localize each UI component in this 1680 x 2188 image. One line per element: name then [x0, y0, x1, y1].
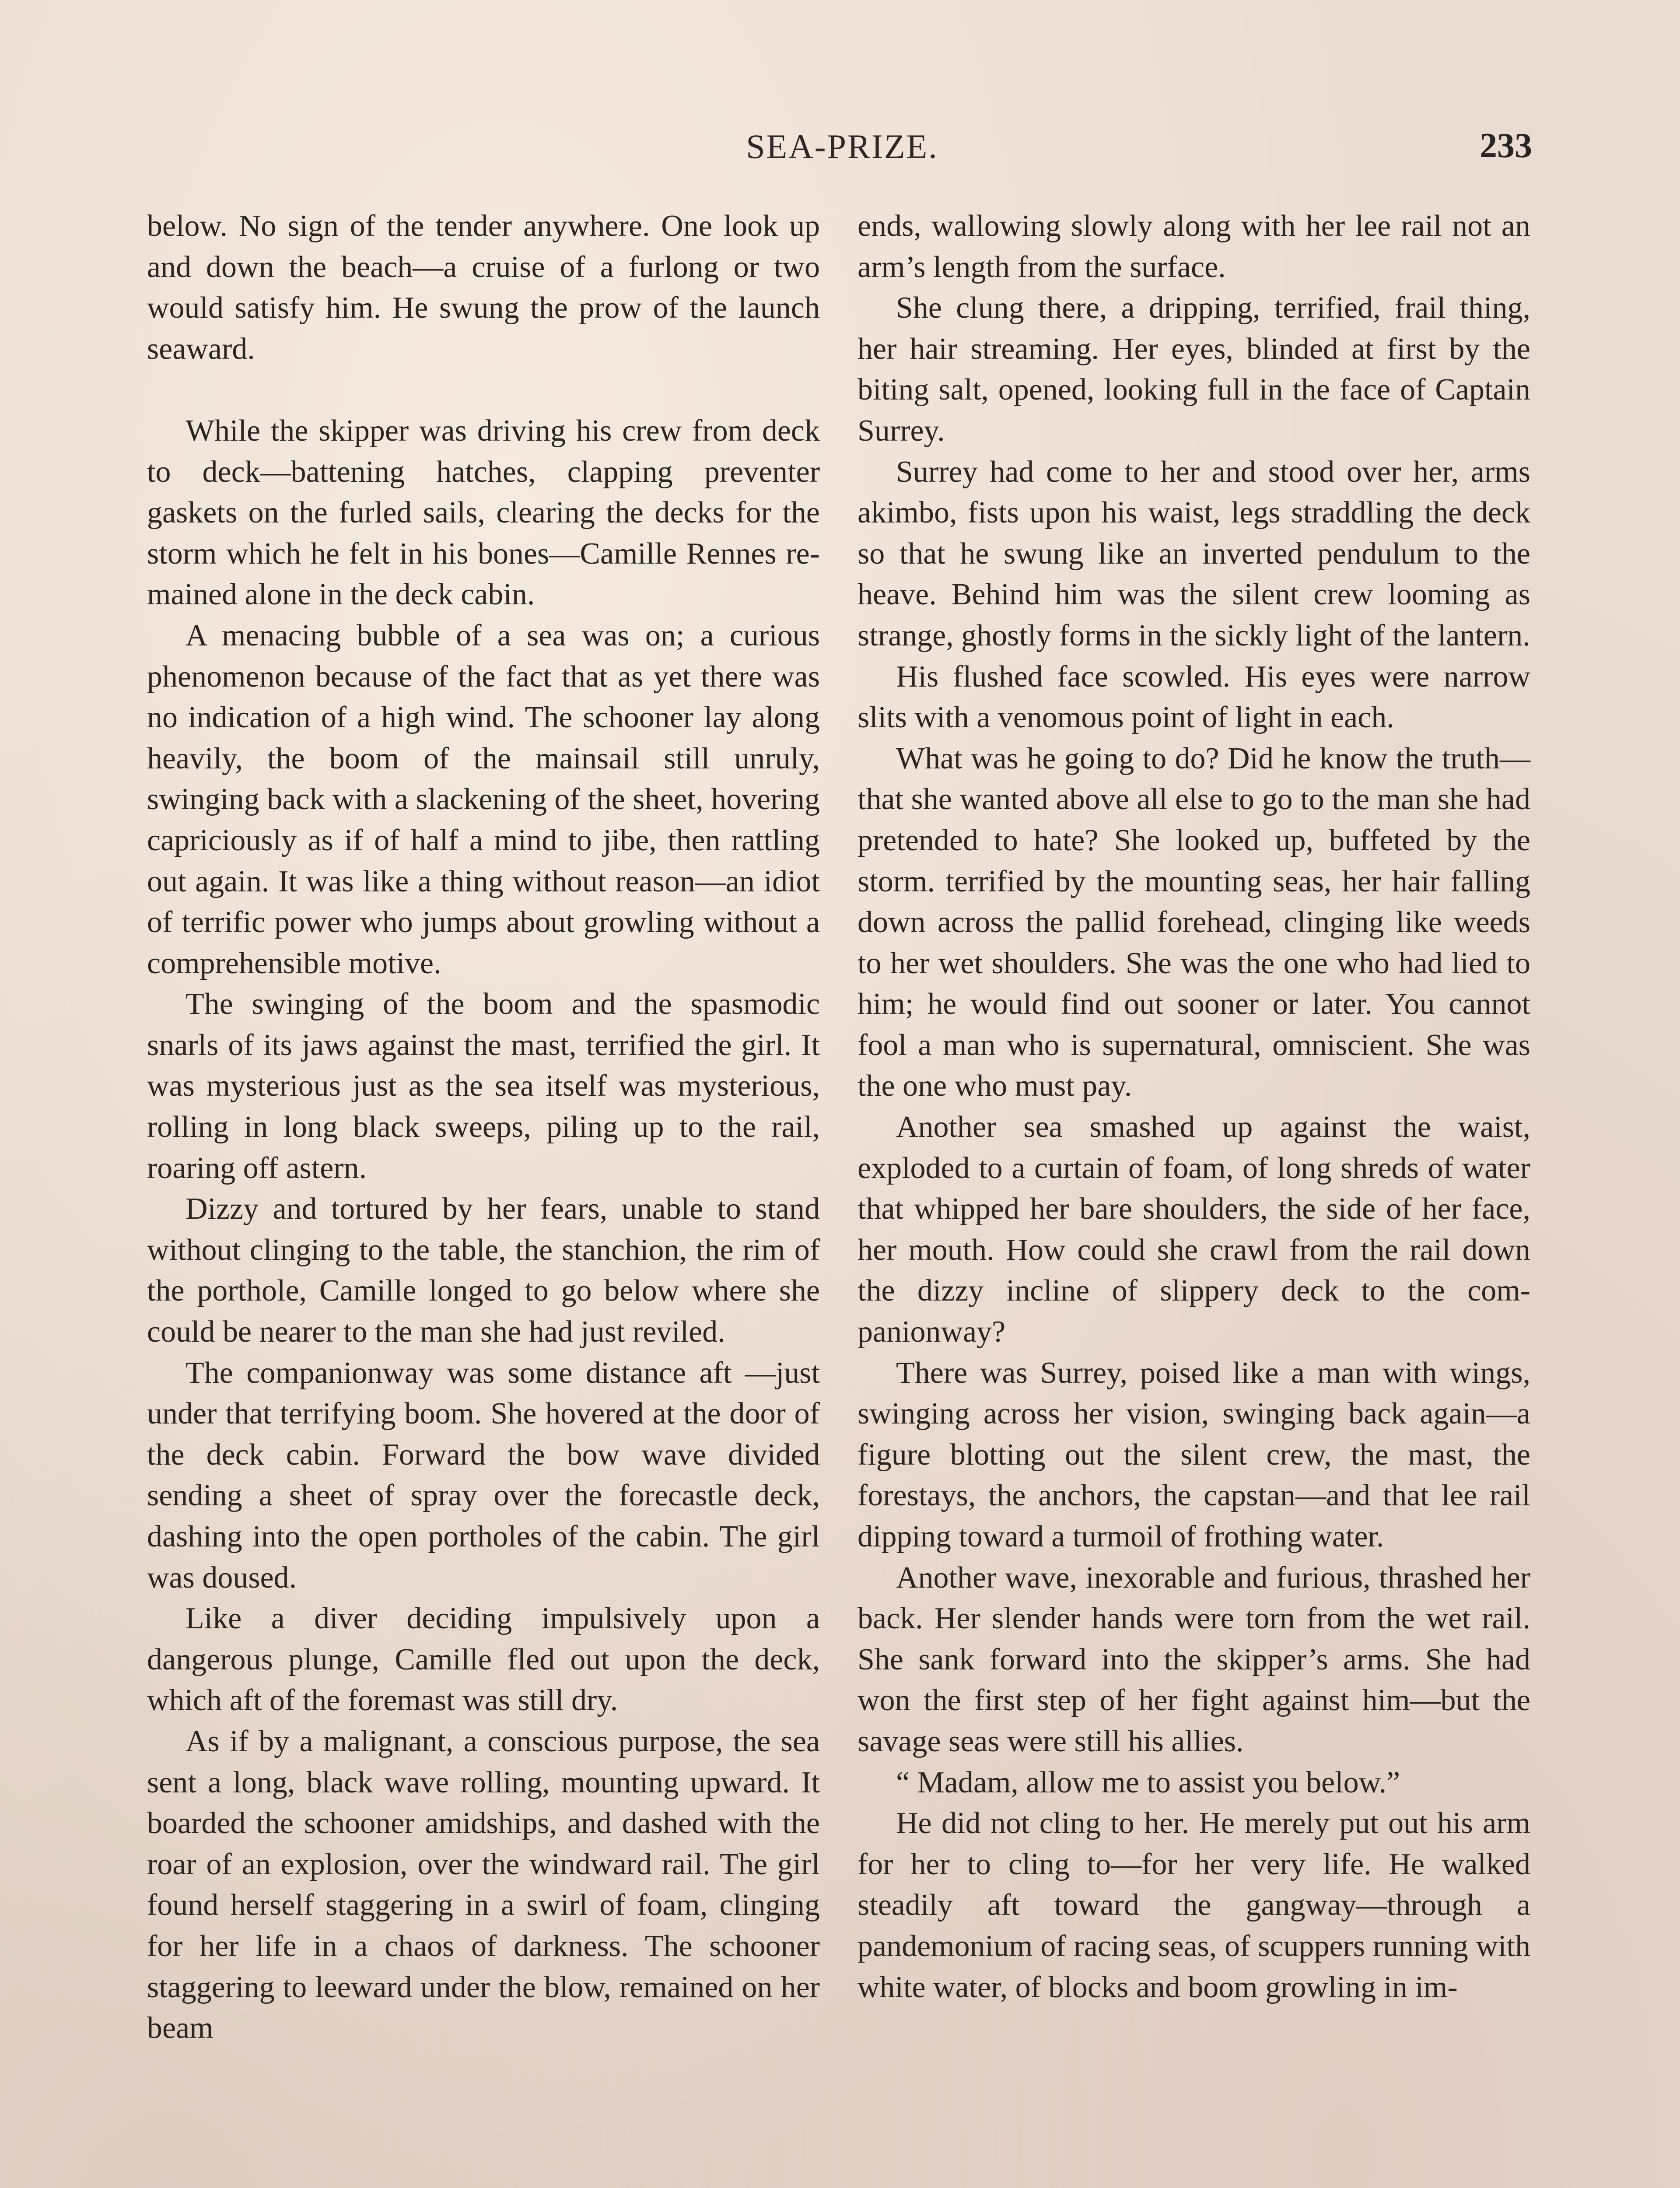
paragraph: The swinging of the boom and the spasmodic snarls of its jaws against the mast, terrified the girl. It was mysterious just as the sea itself was mysterious, rolling in long black sweeps, piling up to the rail, roaring off astern.: [147, 987, 820, 1185]
paragraph: She clung there, a dripping, terrified, frail thing, her hair streaming. Her eyes, blinded at first by the biting salt, opened, looking full in the face of Captain Surrey.: [858, 291, 1530, 448]
paragraph: His flushed face scowled. His eyes were narrow slits with a venomous point of light in each.: [858, 659, 1530, 735]
paragraph: A menacing bubble of a sea was on; a curious phenomenon because of the fact that as yet there was no indication of a high wind. The schooner lay along heavily, the boom of the mainsail still unruly, swinging back with a slackening of the sheet, hovering capriciously as if of half a mind to jibe, then rattling out again. It was like a thing without reason—an idiot of terrific power who jumps about growling without a comprehensible motive.: [147, 618, 820, 980]
paragraph: ends, wallowing slowly along with her lee rail not an arm’s length from the surface.: [858, 209, 1530, 284]
paragraph: Surrey had come to her and stood over her, arms akimbo, fists upon his waist, legs straddling the deck so that he swung like an inverted pendulum to the heave. Behind him was the silent crew looming as strange, ghostly forms in the sickly light of the lantern.: [858, 455, 1530, 652]
paragraph: Dizzy and tortured by her fears, unable to stand without clinging to the table, the stanchion, the rim of the porthole, Camille longed to go below where she could be nearer to the man she had just reviled.: [147, 1192, 820, 1349]
paragraph: Another wave, inexorable and furious, thrashed her back. Her slender hands were torn from the wet rail. She sank forward into the skipper’s arms. She had won the first step of her fight against him—but the savage seas were still his allies.: [858, 1560, 1530, 1758]
left-column: [147, 206, 820, 2049]
paragraph: below. No sign of the tender anywhere. One look up and down the beach—a cruise of a furlong or two would satisfy him. He swung the prow of the launch seaward.: [147, 209, 820, 366]
paragraph: He did not cling to her. He merely put out his arm for her to cling to—for her very life. He walked steadily aft toward the gangway—through a pandemonium of racing seas, of scuppers running with white water, of blocks and boom growling in im-: [858, 1806, 1530, 2004]
paragraph: While the skipper was driving his crew from deck to deck—battening hatches, clapping preventer gaskets on the furled sails, clearing the decks for the storm which he felt in his bones—Camille Rennes remained alone in the deck cabin.: [147, 414, 820, 612]
paragraph: As if by a malignant, a conscious purpose, the sea sent a long, black wave rolling, mounting upward. It boarded the schooner amidships, and dashed with the roar of an explosion, over the windward rail. The girl found herself staggering in a swirl of foam, clinging for her life in a chaos of darkness. The schooner staggering to leeward under the blow, remained on her beam: [147, 1724, 820, 2045]
page-number: 233: [1480, 126, 1532, 165]
paragraph: “ Madam, allow me to assist you below.”: [896, 1765, 1400, 1799]
paragraph: The companionway was some distance aft —just under that terrifying boom. She hovered at the door of the deck cabin. Forward the bow wave divided sending a sheet of spray over the forecastle deck, dashing into the open portholes of the cabin. The girl was doused.: [147, 1356, 820, 1595]
paragraph: Like a diver deciding impulsively upon a dangerous plunge, Camille fled out upon the deck, which aft of the foremast was still dry.: [147, 1602, 820, 1718]
paragraph: Another sea smashed up against the waist, exploded to a curtain of foam, of long shreds of water that whipped her bare shoulders, the side of her face, her mouth. How could she crawl from the rail down the dizzy incline of slippery deck to the companionway?: [858, 1110, 1530, 1349]
paragraph: There was Surrey, poised like a man with wings, swinging across her vision, swinging back again—a figure blotting out the silent crew, the mast, the forestays, the anchors, the capstan—and that lee rail dipping toward a turmoil of frothing water.: [858, 1356, 1530, 1553]
right-column: [858, 206, 1530, 2008]
running-title: SEA-PRIZE.: [746, 127, 938, 165]
paragraph: What was he going to do? Did he know the truth—that she wanted above all else to go to the man she had pretended to hate? She looked up, buffeted by the storm. terrified by the mounting seas, her hair falling down across the pallid forehead, clinging like weeds to her wet shoulders. She was the one who had lied to him; he would find out sooner or later. You cannot fool a man who is supernatural, omniscient. She was the one who must pay.: [858, 741, 1530, 1103]
